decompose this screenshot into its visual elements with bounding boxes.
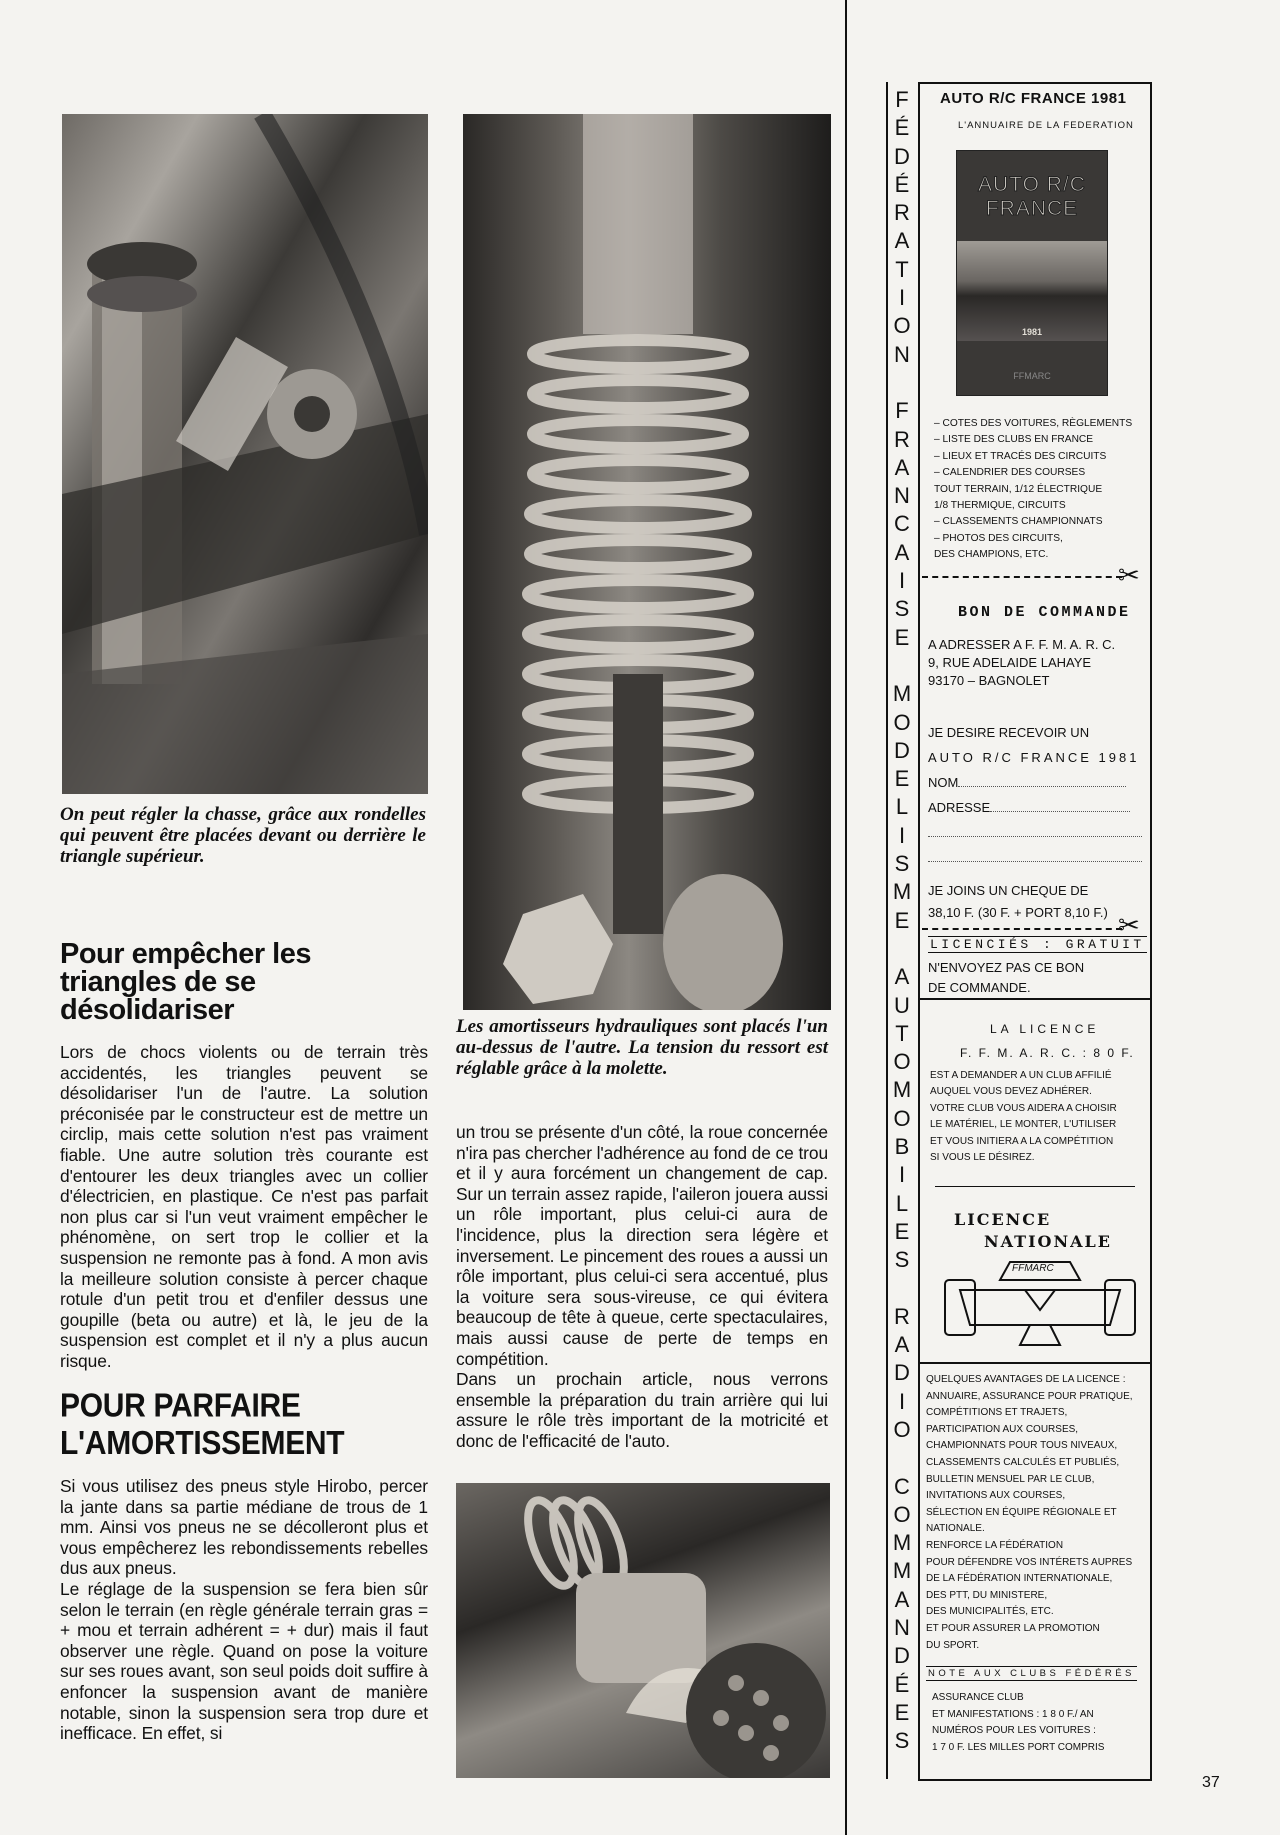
vertical-letter: A <box>894 1586 910 1612</box>
photo-front-suspension <box>62 114 428 794</box>
vertical-letter: M <box>892 879 912 905</box>
article-col2-para1-text: un trou se présente d'un côté, la roue concernée n'ira pas chercher l'adhérence au fond de ce trou et il y aura forcément un changement de cap. Sur un terrain assez rapide, l'aileron jouera aussi un rôle important, plus celui-ci aura de l'incidence, plus la direction sera légère et inversement. Le pincement des roues a aussi un rôle important, plus celui-ci sera accentué, plus la voiture sera sous-vireuse, ce qui évitera beaucoup de tête à queue, certe spectaculaires, mais aussi cause de perte de temps en compétition. <box>456 1122 829 1369</box>
advantage-line-8: SÉLECTION EN ÉQUIPE RÉGIONALE ET <box>926 1506 1117 1518</box>
order-desire-line1: JE DESIRE RECEVOIR UN <box>928 725 1090 740</box>
licence-line-1: AUQUEL VOUS DEVEZ ADHÉRER. <box>930 1086 1092 1098</box>
contents-line-4: TOUT TERRAIN, 1/12 ÉLECTRIQUE <box>934 483 1103 495</box>
licence-line-5: SI VOUS LE DÉSIREZ. <box>930 1152 1035 1164</box>
vertical-letter: A <box>894 539 910 565</box>
adresse-field-line2[interactable] <box>928 820 1146 845</box>
order-cheque-line1: JE JOINS UN CHEQUE DE <box>928 883 1089 898</box>
licence-line-0: EST A DEMANDER A UN CLUB AFFILIÉ <box>930 1070 1112 1081</box>
vertical-letter: O <box>893 709 911 735</box>
adresse-label: ADRESSE <box>928 800 991 815</box>
licence-lines <box>930 1068 1117 1166</box>
clubs-lines <box>932 1690 1104 1756</box>
vertical-letter: A <box>894 228 910 254</box>
article-para2-text: Si vous utilisez des pneus style Hirobo, percer la jante dans sa partie médiane de trous de 1 mm. Ainsi vos pneus ne se décolleront plus et vous empêcherez les rebondissements rebelles dus aux pneus. <box>60 1476 428 1579</box>
licencies-note-line2: DE COMMANDE. <box>928 980 1031 995</box>
vertical-letter: O <box>893 313 911 339</box>
vertical-letter: T <box>895 256 909 282</box>
vertical-letter: F <box>895 398 909 424</box>
advantage-line-15: ET POUR ASSURER LA PROMOTION <box>926 1622 1100 1634</box>
vertical-letter: U <box>894 992 910 1018</box>
order-address <box>928 636 1115 690</box>
column-divider <box>845 0 847 1835</box>
vertical-letter <box>886 1444 918 1472</box>
vertical-letter: S <box>894 851 910 877</box>
vertical-letter: M <box>892 681 912 707</box>
article-heading-main: POUR PARFAIRE L'AMORTISSEMENT <box>60 1388 345 1462</box>
article-subhead: Pour empêcher les triangles de se désolidariser <box>60 938 311 1026</box>
vertical-letter: M <box>892 1530 912 1556</box>
photo-front-suspension-drawing <box>62 114 428 794</box>
cut-line-2 <box>922 928 1122 930</box>
vertical-letter: O <box>893 1105 911 1131</box>
contents-line-2: – LIEUX ET TRACÉS DES CIRCUITS <box>934 450 1107 462</box>
clubs-line-0: ASSURANCE CLUB <box>932 1692 1024 1703</box>
advantage-line-3: PARTICIPATION AUX COURSES, <box>926 1423 1079 1435</box>
vertical-letter: O <box>893 1416 911 1442</box>
vertical-letter: E <box>894 766 910 792</box>
vertical-letter: A <box>894 964 910 990</box>
scissors-icon-2: ✂ <box>1118 910 1140 940</box>
vertical-letter: É <box>894 115 910 141</box>
caption-left-photo: On peut régler la chasse, grâce aux rondelles qui peuvent être placées devant ou derrière le triangle supérieur. <box>60 804 426 867</box>
photo-wheel-suspension-drawing <box>456 1483 830 1778</box>
logo-line2: NATIONALE <box>984 1232 1112 1251</box>
licencies-rule <box>920 998 1152 1000</box>
logo-line1: LICENCE <box>954 1210 1052 1229</box>
licence-line-2: VOTRE CLUB VOUS AIDERA A CHOISIR <box>930 1102 1117 1114</box>
advantage-line-2: COMPÉTITIONS ET TRAJETS, <box>926 1407 1068 1419</box>
vertical-letter: N <box>894 341 910 367</box>
sidebar-subtitle: L'ANNUAIRE DE LA FEDERATION <box>958 120 1134 131</box>
article-col2 <box>456 1122 828 1452</box>
address-line-0: A ADRESSER A F. F. M. A. R. C. <box>928 637 1116 652</box>
logo-rule <box>920 1362 1152 1364</box>
photo-shock-absorbers <box>463 114 831 1010</box>
vertical-letter: E <box>894 907 910 933</box>
order-cheque <box>928 880 1108 924</box>
adresse-field[interactable] <box>928 795 1146 820</box>
advantage-line-6: BULLETIN MENSUEL PAR LE CLUB, <box>926 1473 1095 1485</box>
clubs-title: NOTE AUX CLUBS FÉDÉRÉS <box>928 1668 1135 1679</box>
licence-title: LA LICENCE <box>990 1022 1100 1036</box>
book-cover-publisher: FFMARC <box>1013 371 1051 381</box>
advantage-line-14: DES MUNICIPALITÉS, ETC. <box>926 1606 1054 1618</box>
licencies-note-line1: N'ENVOYEZ PAS CE BON <box>928 960 1085 975</box>
licence-price: F. F. M. A. R. C. : 8 0 F. <box>960 1046 1135 1060</box>
order-desire <box>928 720 1146 870</box>
contents-line-6: – CLASSEMENTS CHAMPIONNATS <box>934 516 1103 528</box>
book-cover-year: 1981 <box>1021 327 1043 337</box>
vertical-letter: I <box>898 285 906 311</box>
vertical-letter: R <box>894 426 910 452</box>
sidebar-vertical-title <box>886 86 918 1756</box>
vertical-letter: M <box>892 1077 912 1103</box>
vertical-letter: N <box>894 483 910 509</box>
vertical-letter <box>886 369 918 397</box>
sidebar-title: AUTO R/C FRANCE 1981 <box>940 90 1127 107</box>
contents-line-3: – CALENDRIER DES COURSES <box>934 467 1086 479</box>
clubs-line-2: NUMÉROS POUR LES VOITURES : <box>932 1725 1096 1737</box>
book-cover <box>956 150 1108 396</box>
licencies-note <box>928 958 1084 998</box>
photo-shock-absorbers-drawing <box>463 114 831 1010</box>
advantage-line-10: RENFORCE LA FÉDÉRATION <box>926 1539 1064 1551</box>
advantage-line-12: DE LA FÉDÉRATION INTERNATIONALE, <box>926 1573 1113 1585</box>
advantage-line-13: DES PTT, DU MINISTERE, <box>926 1589 1048 1601</box>
vertical-letter: A <box>894 1332 910 1358</box>
vertical-letter: I <box>898 1162 906 1188</box>
vertical-letter <box>886 935 918 963</box>
cut-line-1 <box>922 576 1122 578</box>
vertical-letter: A <box>894 454 910 480</box>
clubs-line-3: 1 7 0 F. LES MILLES PORT COMPRIS <box>932 1741 1105 1753</box>
advantage-line-16: DU SPORT. <box>926 1639 980 1651</box>
contents-line-7: – PHOTOS DES CIRCUITS, <box>934 532 1063 544</box>
book-cover-photo <box>957 241 1107 341</box>
clubs-line-1: ET MANIFESTATIONS : 1 8 0 F./ AN <box>932 1708 1094 1720</box>
advantage-line-9: NATIONALE. <box>926 1523 985 1535</box>
vertical-letter: D <box>894 1360 910 1386</box>
vertical-letter: D <box>894 737 910 763</box>
vertical-letter: I <box>898 822 906 848</box>
vertical-letter: É <box>894 1671 910 1697</box>
order-cheque-line2: 38,10 F. (30 F. + PORT 8,10 F.) <box>928 905 1108 920</box>
order-title: BON DE COMMANDE <box>958 604 1131 621</box>
article-para2-3 <box>60 1476 428 1744</box>
vertical-letter: S <box>894 596 910 622</box>
nom-label: NOM <box>928 775 959 790</box>
address-line-1: 9, RUE ADELAIDE LAHAYE <box>928 655 1092 670</box>
page-number: 37 <box>1202 1774 1220 1791</box>
vertical-letter: B <box>894 1133 910 1159</box>
advantage-line-1: ANNUAIRE, ASSURANCE POUR PRATIQUE, <box>926 1390 1133 1402</box>
vertical-letter: D <box>894 143 910 169</box>
advantage-line-4: CHAMPIONNATS POUR TOUS NIVEAUX, <box>926 1440 1118 1452</box>
licencies-label: LICENCIÉS : GRATUIT <box>930 937 1145 952</box>
nom-field[interactable] <box>928 770 1146 795</box>
sidebar-contents <box>934 416 1149 564</box>
advantage-line-5: CLASSEMENTS CALCULÉS ET PUBLIÉS, <box>926 1456 1120 1468</box>
contents-line-5: 1/8 THERMIQUE, CIRCUITS <box>934 500 1066 512</box>
licence-line-4: ET VOUS INITIERA A LA COMPÉTITION <box>930 1135 1114 1147</box>
scissors-icon: ✂ <box>1118 560 1140 590</box>
vertical-letter: I <box>898 1388 906 1414</box>
licence-line-3: LE MATÉRIEL, LE MONTER, L'UTILISER <box>930 1119 1117 1131</box>
contents-line-0: – COTES DES VOITURES, RÈGLEMENTS <box>934 418 1133 429</box>
vertical-letter: C <box>894 511 910 537</box>
licence-rule <box>935 1186 1135 1187</box>
vertical-letter: E <box>894 1218 910 1244</box>
vertical-letter: C <box>894 1473 910 1499</box>
vertical-letter: O <box>893 1501 911 1527</box>
adresse-field-line3[interactable] <box>928 845 1146 870</box>
vertical-letter: M <box>892 1558 912 1584</box>
vertical-letter: S <box>894 1247 910 1273</box>
vertical-letter: L <box>895 1190 909 1216</box>
article-para3-text: Le réglage de la suspension se fera bien sûr selon le terrain (en règle générale terrain gras = + mou et terrain adhérent = + dur) mais il faut observer une règle. Quand on pose la voiture sur ses roues avant, son seul poids doit suffire à enfoncer la suspension avant de manière notable, sinon la suspension sera trop dure et inefficace. En effet, si <box>60 1578 428 1744</box>
vertical-letter: L <box>895 794 909 820</box>
caption-middle-photo: Les amortisseurs hydrauliques sont placés l'un au-dessus de l'autre. La tension du ressort est réglable grâce à la molette. <box>456 1016 828 1079</box>
order-desire-line2: AUTO R/C FRANCE 1981 <box>928 750 1140 765</box>
vertical-letter: S <box>894 1728 910 1754</box>
advantage-line-7: INVITATIONS AUX COURSES, <box>926 1490 1066 1502</box>
vertical-letter: O <box>893 1049 911 1075</box>
vertical-letter: É <box>894 171 910 197</box>
article-para1-text: Lors de chocs violents ou de terrain très accidentés, les triangles peuvent se désolidariser l'un de l'autre. La solution préconisée par le constructeur est de mettre un circlip, mais cette solution n'est pas vraiment fiable. Une autre solution très courante est d'entourer les deux triangles avec un collier d'électricien, en plastique. Ce n'est pas parfait non plus car si l'un veut vraiment empêcher le phénomène, on sert trop le collier et la suspension ne remonte pas à fond. A mon avis la meilleure solution consiste à percer chaque rotule d'un petit trou et d'enfiler dessus une goupille (beta ou autre) et là, le jeu de la suspension est complet et il n'y a plus aucun risque. <box>60 1042 428 1371</box>
sidebar-inner-rule <box>918 82 920 1779</box>
vertical-letter: E <box>894 1699 910 1725</box>
address-line-2: 93170 – BAGNOLET <box>928 673 1050 688</box>
article-para1 <box>60 1042 428 1372</box>
photo-wheel-suspension <box>456 1483 830 1778</box>
vertical-letter: R <box>894 200 910 226</box>
vertical-letter: F <box>895 87 909 112</box>
book-cover-title: AUTO R/C FRANCE <box>978 173 1086 220</box>
licence-nationale-logo <box>940 1200 1140 1350</box>
article-col2-para2-text: Dans un prochain article, nous verrons ensemble la préparation du train arrière qui lui assure le rôle très important de la motricité et donc de l'efficacité de l'auto. <box>456 1369 828 1451</box>
vertical-letter: N <box>894 1615 910 1641</box>
vertical-letter: T <box>895 1020 909 1046</box>
advantage-line-0: QUELQUES AVANTAGES DE LA LICENCE : <box>926 1374 1126 1385</box>
advantage-line-11: POUR DÉFENDRE VOS INTÉRETS AUPRES <box>926 1556 1133 1568</box>
licence-advantages <box>926 1372 1133 1654</box>
vertical-letter: E <box>894 624 910 650</box>
vertical-letter <box>886 652 918 680</box>
vertical-letter <box>886 1274 918 1302</box>
vertical-letter: I <box>898 568 906 594</box>
vertical-letter: R <box>894 1303 910 1329</box>
contents-line-1: – LISTE DES CLUBS EN FRANCE <box>934 434 1094 446</box>
vertical-letter: D <box>894 1643 910 1669</box>
logo-car-text: FFMARC <box>1012 1263 1054 1274</box>
contents-line-8: DES CHAMPIONS, ETC. <box>934 549 1049 561</box>
